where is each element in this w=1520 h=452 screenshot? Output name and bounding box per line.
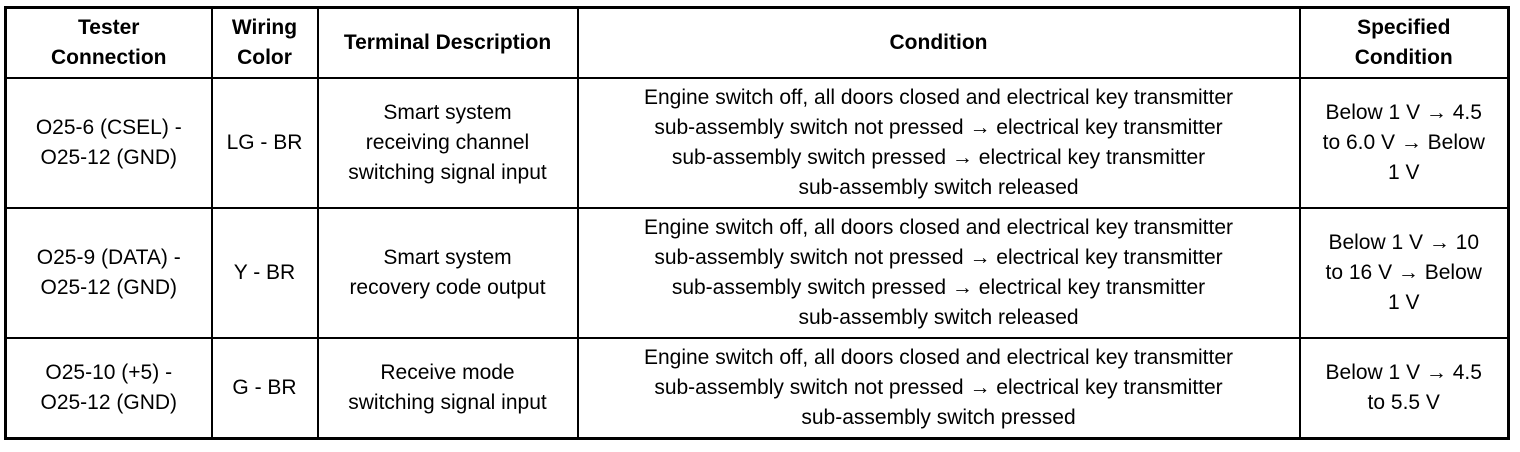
cell-condition: Engine switch off, all doors closed and electrical key transmitter sub-assembly switch not pressed → electrical key transmitter sub-assembly switch pressed → electrical key transmitter sub-assembly switch released [578,78,1300,208]
table-row [6,338,1509,439]
header-wiring-color: Wiring Color [212,8,318,79]
cell-terminal-description: Smart system receiving channel switching signal input [318,78,578,208]
cell-wiring-color: LG - BR [212,78,318,208]
header-tester-connection: Tester Connection [6,8,212,79]
cell-wiring-color: Y - BR [212,208,318,338]
cell-terminal-description: Receive mode switching signal input [318,338,578,439]
table-row [6,208,1509,338]
cell-tester-connection: O25-9 (DATA) - O25-12 (GND) [6,208,212,338]
cell-terminal-description: Smart system recovery code output [318,208,578,338]
header-specified-condition: Specified Condition [1300,8,1509,79]
header-condition: Condition [578,8,1300,79]
spec-table-container [4,6,1510,440]
cell-condition: Engine switch off, all doors closed and electrical key transmitter sub-assembly switch not pressed → electrical key transmitter sub-assembly switch pressed → electrical key transmitter sub-assembly switch released [578,208,1300,338]
cell-wiring-color: G - BR [212,338,318,439]
cell-specified-condition: Below 1 V → 4.5 to 5.5 V [1300,338,1509,439]
header-terminal-description: Terminal Description [318,8,578,79]
cell-specified-condition: Below 1 V → 10 to 16 V → Below 1 V [1300,208,1509,338]
table-row [6,78,1509,208]
tester-spec-table [4,6,1510,440]
header-row [6,8,1509,79]
cell-condition: Engine switch off, all doors closed and electrical key transmitter sub-assembly switch not pressed → electrical key transmitter sub-assembly switch pressed [578,338,1300,439]
cell-tester-connection: O25-6 (CSEL) - O25-12 (GND) [6,78,212,208]
cell-tester-connection: O25-10 (+5) - O25-12 (GND) [6,338,212,439]
cell-specified-condition: Below 1 V → 4.5 to 6.0 V → Below 1 V [1300,78,1509,208]
